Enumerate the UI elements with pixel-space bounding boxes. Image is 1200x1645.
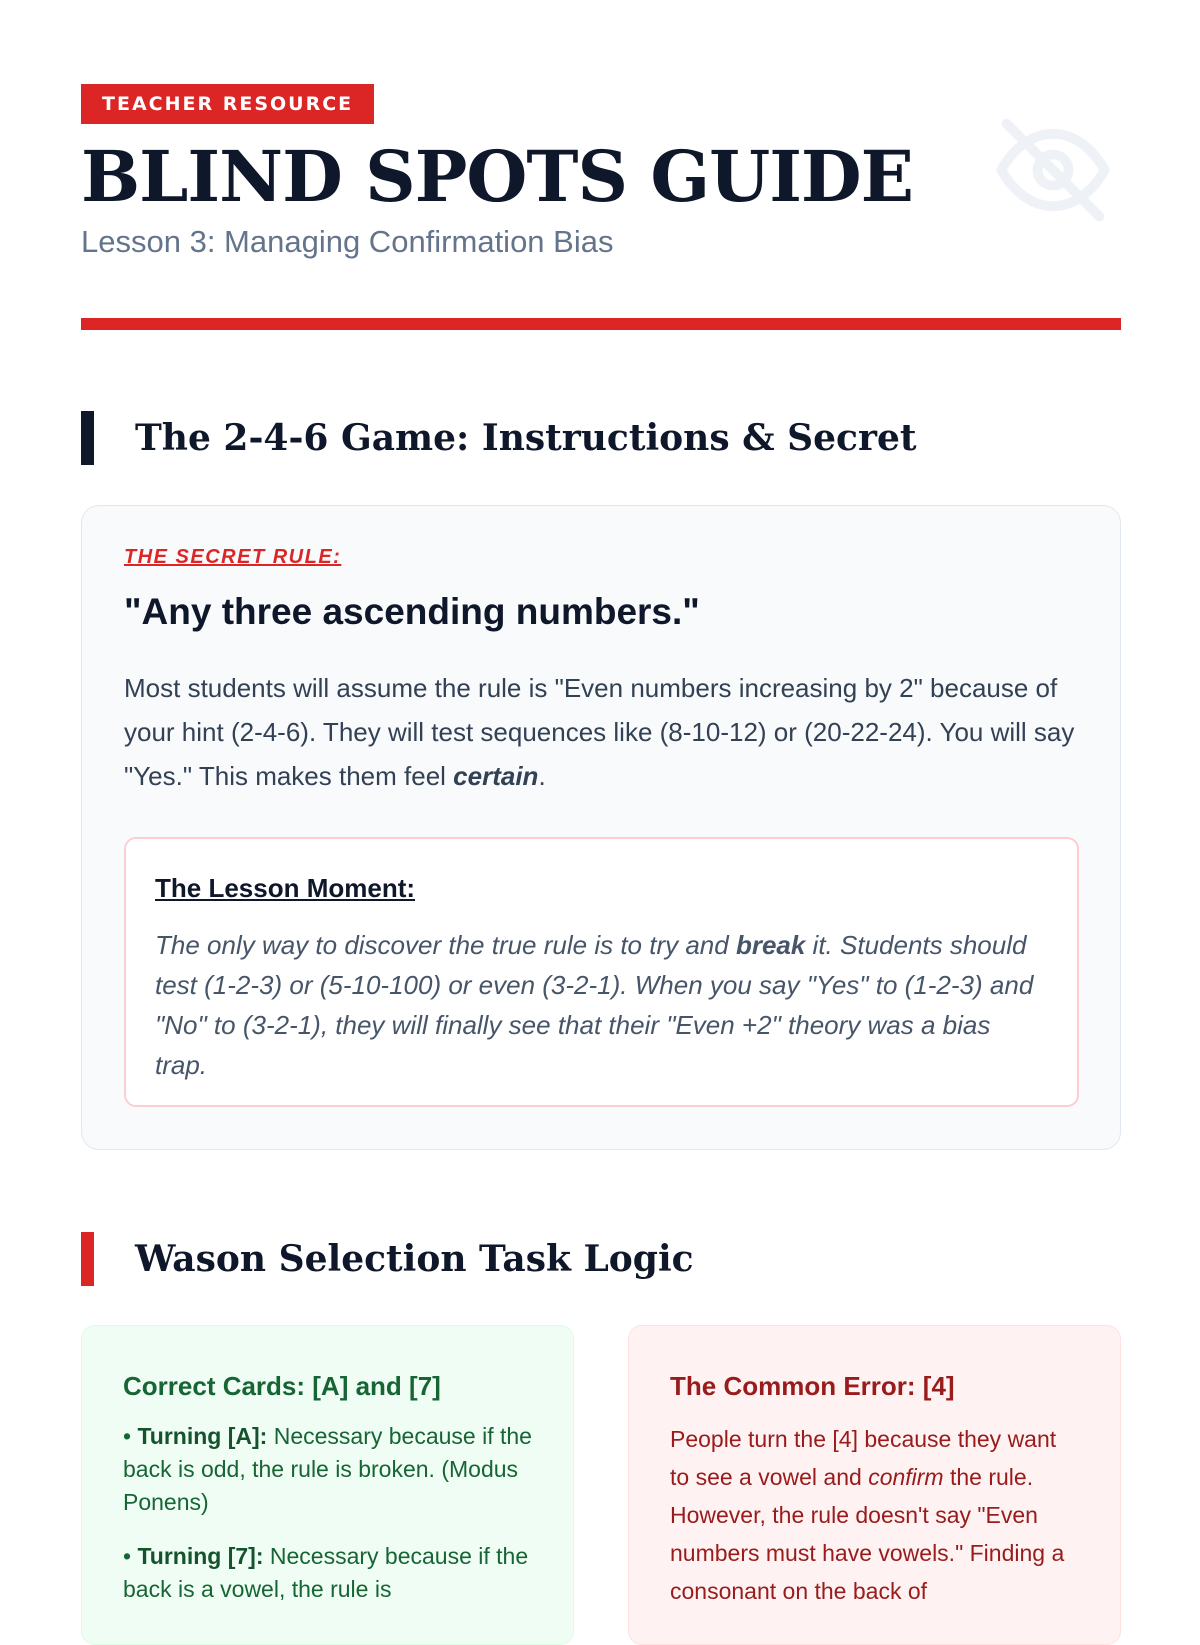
lesson-moment-title: The Lesson Moment: [155,873,416,903]
page-subtitle: Lesson 3: Managing Confirmation Bias [81,224,614,259]
secret-rule-text: "Any three ascending numbers." [124,591,700,632]
page-title: BLIND SPOTS GUIDE [81,135,913,218]
common-error-panel [628,1325,1121,1645]
lesson-moment-text: The only way to discover the true rule is to try and break it. Students should test (1-2-3) or (5-10-100) or even (3-2-1). When you say "Yes" to (1-2-3) and "No" to (3-2-1), they will finally see that their "Even +2" theory was a bias trap. [155,930,1034,1080]
section-heading-246-game: The 2-4-6 Game: Instructions & Secret [81,411,916,465]
correct-point-7: • Turning [7]: Necessary because if the back is a vowel, the rule is [123,1543,529,1602]
common-error-text: People turn the [4] because they want to see a vowel and confirm the rule. However, the rule doesn't say "Even numbers must have vowels." Finding a consonant on the back of [670,1426,1065,1604]
lesson-moment-box [124,837,1079,1107]
section-heading-wason: Wason Selection Task Logic [81,1232,694,1286]
secret-rule-card [81,505,1121,1150]
correct-cards-panel [81,1325,574,1645]
correct-point-a: • Turning [A]: Necessary because if the back is odd, the rule is broken. (Modus Ponens) [123,1423,532,1515]
common-error-title: The Common Error: [4] [670,1371,955,1401]
secret-rule-label: THE SECRET RULE: [124,546,342,568]
correct-cards-title: Correct Cards: [A] and [7] [123,1371,441,1401]
secret-rule-explanation: Most students will assume the rule is "Even numbers increasing by 2" because of your hint (2-4-6). They will test sequences like (8-10-12) or (20-22-24). You will say "Yes." This makes them feel certain. [124,673,1075,791]
eye-off-icon [991,108,1115,232]
teacher-resource-badge: TEACHER RESOURCE [81,84,374,124]
header-divider [81,318,1121,330]
